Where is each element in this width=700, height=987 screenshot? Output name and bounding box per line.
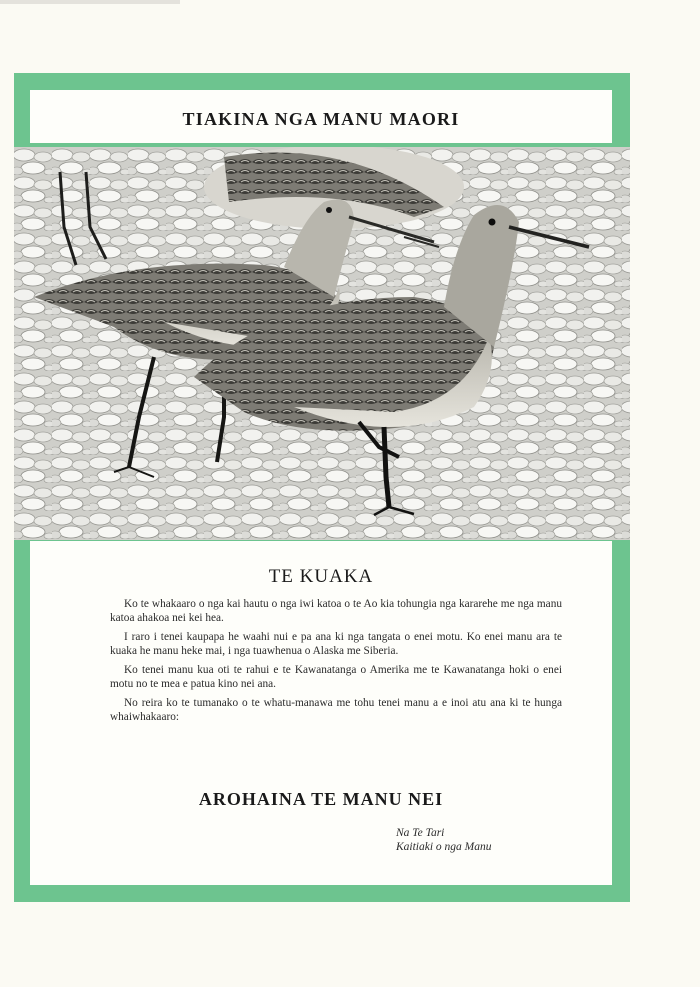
text-panel (30, 541, 612, 885)
bird-heading: TE KUAKA (268, 566, 374, 587)
godwit-photo (14, 147, 630, 540)
paragraph-1: Ko te whakaaro o nga kai hautu o nga iwi katoa o te Ao kia tohungia nga kararehe me nga manu katoa ahakoa nei kei hea. (110, 598, 562, 624)
paragraph-4: No reira ko te tumanako o te whatu-manawa me tohu tenei manu a e inoi atu ana ki te hunga whaiwhakaaro: (110, 697, 562, 723)
signature-line-1: Na Te Tari (396, 827, 445, 839)
scan-edge-mark (0, 0, 180, 4)
paragraph-3: Ko tenei manu kua oti te rahui e te Kawanatanga o Amerika me te Kawanatanga hoki o enei motu no te mea e patua kino nei ana. (110, 664, 562, 690)
signature (396, 826, 492, 854)
signature-line-2: Kaitiaki o nga Manu (396, 841, 492, 853)
slogan: AROHAINA TE MANU NEI (198, 789, 444, 809)
photo-illustration (14, 147, 630, 540)
title-panel (30, 90, 612, 143)
poster-title: TIAKINA NGA MANU MAORI (182, 109, 460, 129)
body-text (110, 597, 562, 729)
paragraph-2: I raro i tenei kaupapa he waahi nui e pa ana ki nga tangata o enei motu. Ko enei manu ara te kuaka he manu heke mai, i nga tuawhenua o Alaska me Siberia. (110, 631, 562, 657)
